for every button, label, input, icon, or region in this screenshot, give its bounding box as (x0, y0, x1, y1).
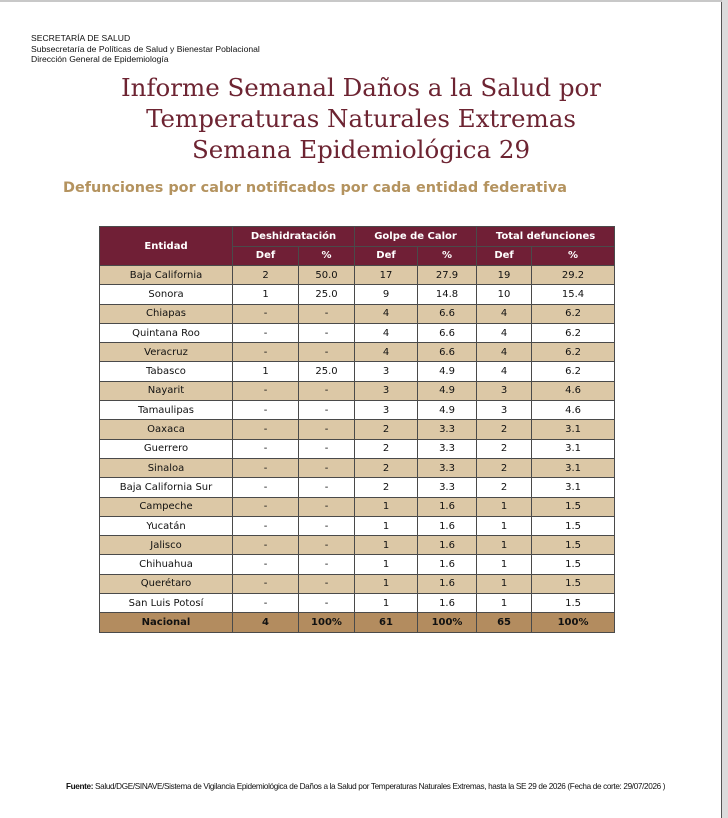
entity-cell: Sonora (100, 285, 233, 304)
value-cell: 10 (477, 285, 532, 304)
entity-cell: Guerrero (100, 439, 233, 458)
value-cell: 25.0 (299, 362, 355, 381)
subheader-pct: % (418, 246, 477, 266)
value-cell: 3 (355, 401, 418, 420)
value-cell: 27.9 (418, 266, 477, 285)
table-row (100, 516, 615, 535)
page-top-edge (0, 0, 722, 2)
header-deshidratacion: Deshidratación (233, 227, 355, 247)
value-cell: - (233, 516, 299, 535)
table-row (100, 362, 615, 381)
subheader-pct: % (299, 246, 355, 266)
table-row (100, 343, 615, 362)
source-footnote (66, 782, 682, 793)
value-cell: - (299, 381, 355, 400)
value-cell: 1.6 (418, 497, 477, 516)
header-entidad: Entidad (100, 227, 233, 266)
value-cell: - (299, 516, 355, 535)
value-cell: 2 (233, 266, 299, 285)
value-cell: 2 (355, 478, 418, 497)
entity-cell: Quintana Roo (100, 323, 233, 342)
value-cell: 4.9 (418, 362, 477, 381)
value-cell: 4.9 (418, 401, 477, 420)
value-cell: - (233, 594, 299, 613)
value-cell: 4 (477, 343, 532, 362)
subheader-def: Def (355, 246, 418, 266)
value-cell: 2 (355, 439, 418, 458)
table-body (100, 266, 615, 613)
value-cell: 1 (355, 497, 418, 516)
entity-cell: Chiapas (100, 304, 233, 323)
value-cell: 9 (355, 285, 418, 304)
value-cell: - (299, 458, 355, 477)
table-row (100, 439, 615, 458)
value-cell: 6.6 (418, 343, 477, 362)
entity-cell: Oaxaca (100, 420, 233, 439)
org-line-direccion: Dirección General de Epidemiología (31, 54, 169, 65)
value-cell: 1.5 (532, 594, 615, 613)
source-label: Fuente: (66, 782, 94, 791)
value-cell: - (299, 420, 355, 439)
entity-cell: Campeche (100, 497, 233, 516)
entity-cell: Querétaro (100, 574, 233, 593)
org-header (31, 33, 260, 65)
value-cell: - (233, 381, 299, 400)
table-row (100, 555, 615, 574)
value-cell: 1.6 (418, 594, 477, 613)
table-row (100, 458, 615, 477)
value-cell: 1 (477, 555, 532, 574)
subheader-def: Def (233, 246, 299, 266)
value-cell: 3.3 (418, 420, 477, 439)
entity-cell: Veracruz (100, 343, 233, 362)
table-row (100, 285, 615, 304)
table-row (100, 381, 615, 400)
value-cell: 4 (477, 304, 532, 323)
title-line-3: Semana Epidemiológica 29 (191, 135, 531, 164)
value-cell: - (299, 574, 355, 593)
entity-cell: Baja California (100, 266, 233, 285)
value-cell: 3.1 (532, 439, 615, 458)
value-cell: 1 (477, 536, 532, 555)
value-cell: 17 (355, 266, 418, 285)
value-cell: - (299, 323, 355, 342)
org-line-secretaria: SECRETARÍA DE SALUD (31, 33, 131, 43)
value-cell: 1 (477, 594, 532, 613)
subheader-pct: % (532, 246, 615, 266)
page-right-edge (722, 0, 728, 818)
total-row (100, 613, 615, 633)
value-cell: - (233, 458, 299, 477)
value-cell: - (299, 536, 355, 555)
value-cell: 4 (477, 323, 532, 342)
value-cell: 6.6 (418, 323, 477, 342)
value-cell: 4 (477, 362, 532, 381)
value-cell: 1 (477, 497, 532, 516)
entity-cell: San Luis Potosí (100, 594, 233, 613)
table-row (100, 574, 615, 593)
header-golpe-de-calor: Golpe de Calor (355, 227, 477, 247)
value-cell: - (233, 536, 299, 555)
value-cell: 14.8 (418, 285, 477, 304)
value-cell: 25.0 (299, 285, 355, 304)
table-row (100, 497, 615, 516)
value-cell: 1 (477, 574, 532, 593)
org-line-subsecretaria: Subsecretaría de Políticas de Salud y Bienestar Poblacional (31, 43, 260, 54)
value-cell: 1 (355, 574, 418, 593)
value-cell: 50.0 (299, 266, 355, 285)
value-cell: - (233, 478, 299, 497)
subheader-def: Def (477, 246, 532, 266)
total-cell: 61 (355, 613, 418, 633)
value-cell: 1 (355, 555, 418, 574)
value-cell: 4.6 (532, 381, 615, 400)
value-cell: 4 (355, 343, 418, 362)
table-row (100, 536, 615, 555)
value-cell: 1.5 (532, 516, 615, 535)
value-cell: 19 (477, 266, 532, 285)
value-cell: 1.6 (418, 536, 477, 555)
value-cell: 2 (477, 478, 532, 497)
value-cell: 1.6 (418, 555, 477, 574)
value-cell: 4.9 (418, 381, 477, 400)
value-cell: 3 (355, 381, 418, 400)
total-cell: 100% (532, 613, 615, 633)
table-row (100, 304, 615, 323)
table-row (100, 478, 615, 497)
value-cell: 1.5 (532, 555, 615, 574)
source-text: Salud/DGE/SINAVE/Sistema de Vigilancia Epidemiológica de Daños a la Salud por Temperaturas Naturales Extremas, hasta la SE 29 de 2026 (Fecha de corte: 29/07/2026 ) (93, 782, 666, 791)
table-row (100, 323, 615, 342)
value-cell: - (233, 323, 299, 342)
header-total-defunciones: Total defunciones (477, 227, 615, 247)
value-cell: 3.3 (418, 458, 477, 477)
entity-cell: Nayarit (100, 381, 233, 400)
entity-cell: Baja California Sur (100, 478, 233, 497)
value-cell: 1 (355, 536, 418, 555)
value-cell: 1 (355, 516, 418, 535)
value-cell: 1.6 (418, 516, 477, 535)
total-cell: 4 (233, 613, 299, 633)
value-cell: - (299, 594, 355, 613)
entity-cell: Tamaulipas (100, 401, 233, 420)
value-cell: - (233, 401, 299, 420)
value-cell: 6.2 (532, 304, 615, 323)
table-row (100, 266, 615, 285)
value-cell: 3 (477, 381, 532, 400)
total-cell: 100% (299, 613, 355, 633)
value-cell: - (233, 420, 299, 439)
table-row (100, 420, 615, 439)
value-cell: 3 (355, 362, 418, 381)
value-cell: 29.2 (532, 266, 615, 285)
value-cell: 6.2 (532, 323, 615, 342)
report-subtitle: Defunciones por calor notificados por cada entidad federativa (63, 180, 567, 196)
value-cell: 2 (355, 458, 418, 477)
total-cell: 100% (418, 613, 477, 633)
value-cell: - (299, 478, 355, 497)
value-cell: 1 (233, 362, 299, 381)
value-cell: 2 (355, 420, 418, 439)
deaths-table (99, 226, 615, 633)
value-cell: - (299, 497, 355, 516)
value-cell: - (299, 439, 355, 458)
value-cell: 15.4 (532, 285, 615, 304)
value-cell: 4 (355, 304, 418, 323)
value-cell: - (233, 574, 299, 593)
report-title (0, 72, 722, 165)
value-cell: 2 (477, 420, 532, 439)
value-cell: 1.5 (532, 536, 615, 555)
value-cell: - (233, 304, 299, 323)
table-row (100, 594, 615, 613)
value-cell: 4.6 (532, 401, 615, 420)
entity-cell: Yucatán (100, 516, 233, 535)
value-cell: 1.6 (418, 574, 477, 593)
title-line-1: Informe Semanal Daños a la Salud por (120, 73, 602, 102)
value-cell: 6.2 (532, 362, 615, 381)
value-cell: - (299, 401, 355, 420)
value-cell: 6.2 (532, 343, 615, 362)
title-line-2: Temperaturas Naturales Extremas (146, 104, 576, 133)
value-cell: 3 (477, 401, 532, 420)
value-cell: - (233, 497, 299, 516)
value-cell: - (299, 343, 355, 362)
value-cell: 3.3 (418, 478, 477, 497)
total-cell: 65 (477, 613, 532, 633)
entity-cell: Chihuahua (100, 555, 233, 574)
entity-cell: Tabasco (100, 362, 233, 381)
value-cell: 3.1 (532, 458, 615, 477)
entity-cell: Jalisco (100, 536, 233, 555)
entity-cell: Sinaloa (100, 458, 233, 477)
value-cell: - (233, 439, 299, 458)
value-cell: 6.6 (418, 304, 477, 323)
value-cell: 1 (355, 594, 418, 613)
value-cell: 1 (477, 516, 532, 535)
value-cell: 3.1 (532, 420, 615, 439)
value-cell: 1.5 (532, 497, 615, 516)
value-cell: - (233, 555, 299, 574)
value-cell: - (233, 343, 299, 362)
total-cell: Nacional (100, 613, 233, 633)
value-cell: 2 (477, 439, 532, 458)
value-cell: 1 (233, 285, 299, 304)
value-cell: 2 (477, 458, 532, 477)
value-cell: 1.5 (532, 574, 615, 593)
value-cell: 3.3 (418, 439, 477, 458)
value-cell: 4 (355, 323, 418, 342)
table-row (100, 401, 615, 420)
value-cell: 3.1 (532, 478, 615, 497)
value-cell: - (299, 555, 355, 574)
value-cell: - (299, 304, 355, 323)
